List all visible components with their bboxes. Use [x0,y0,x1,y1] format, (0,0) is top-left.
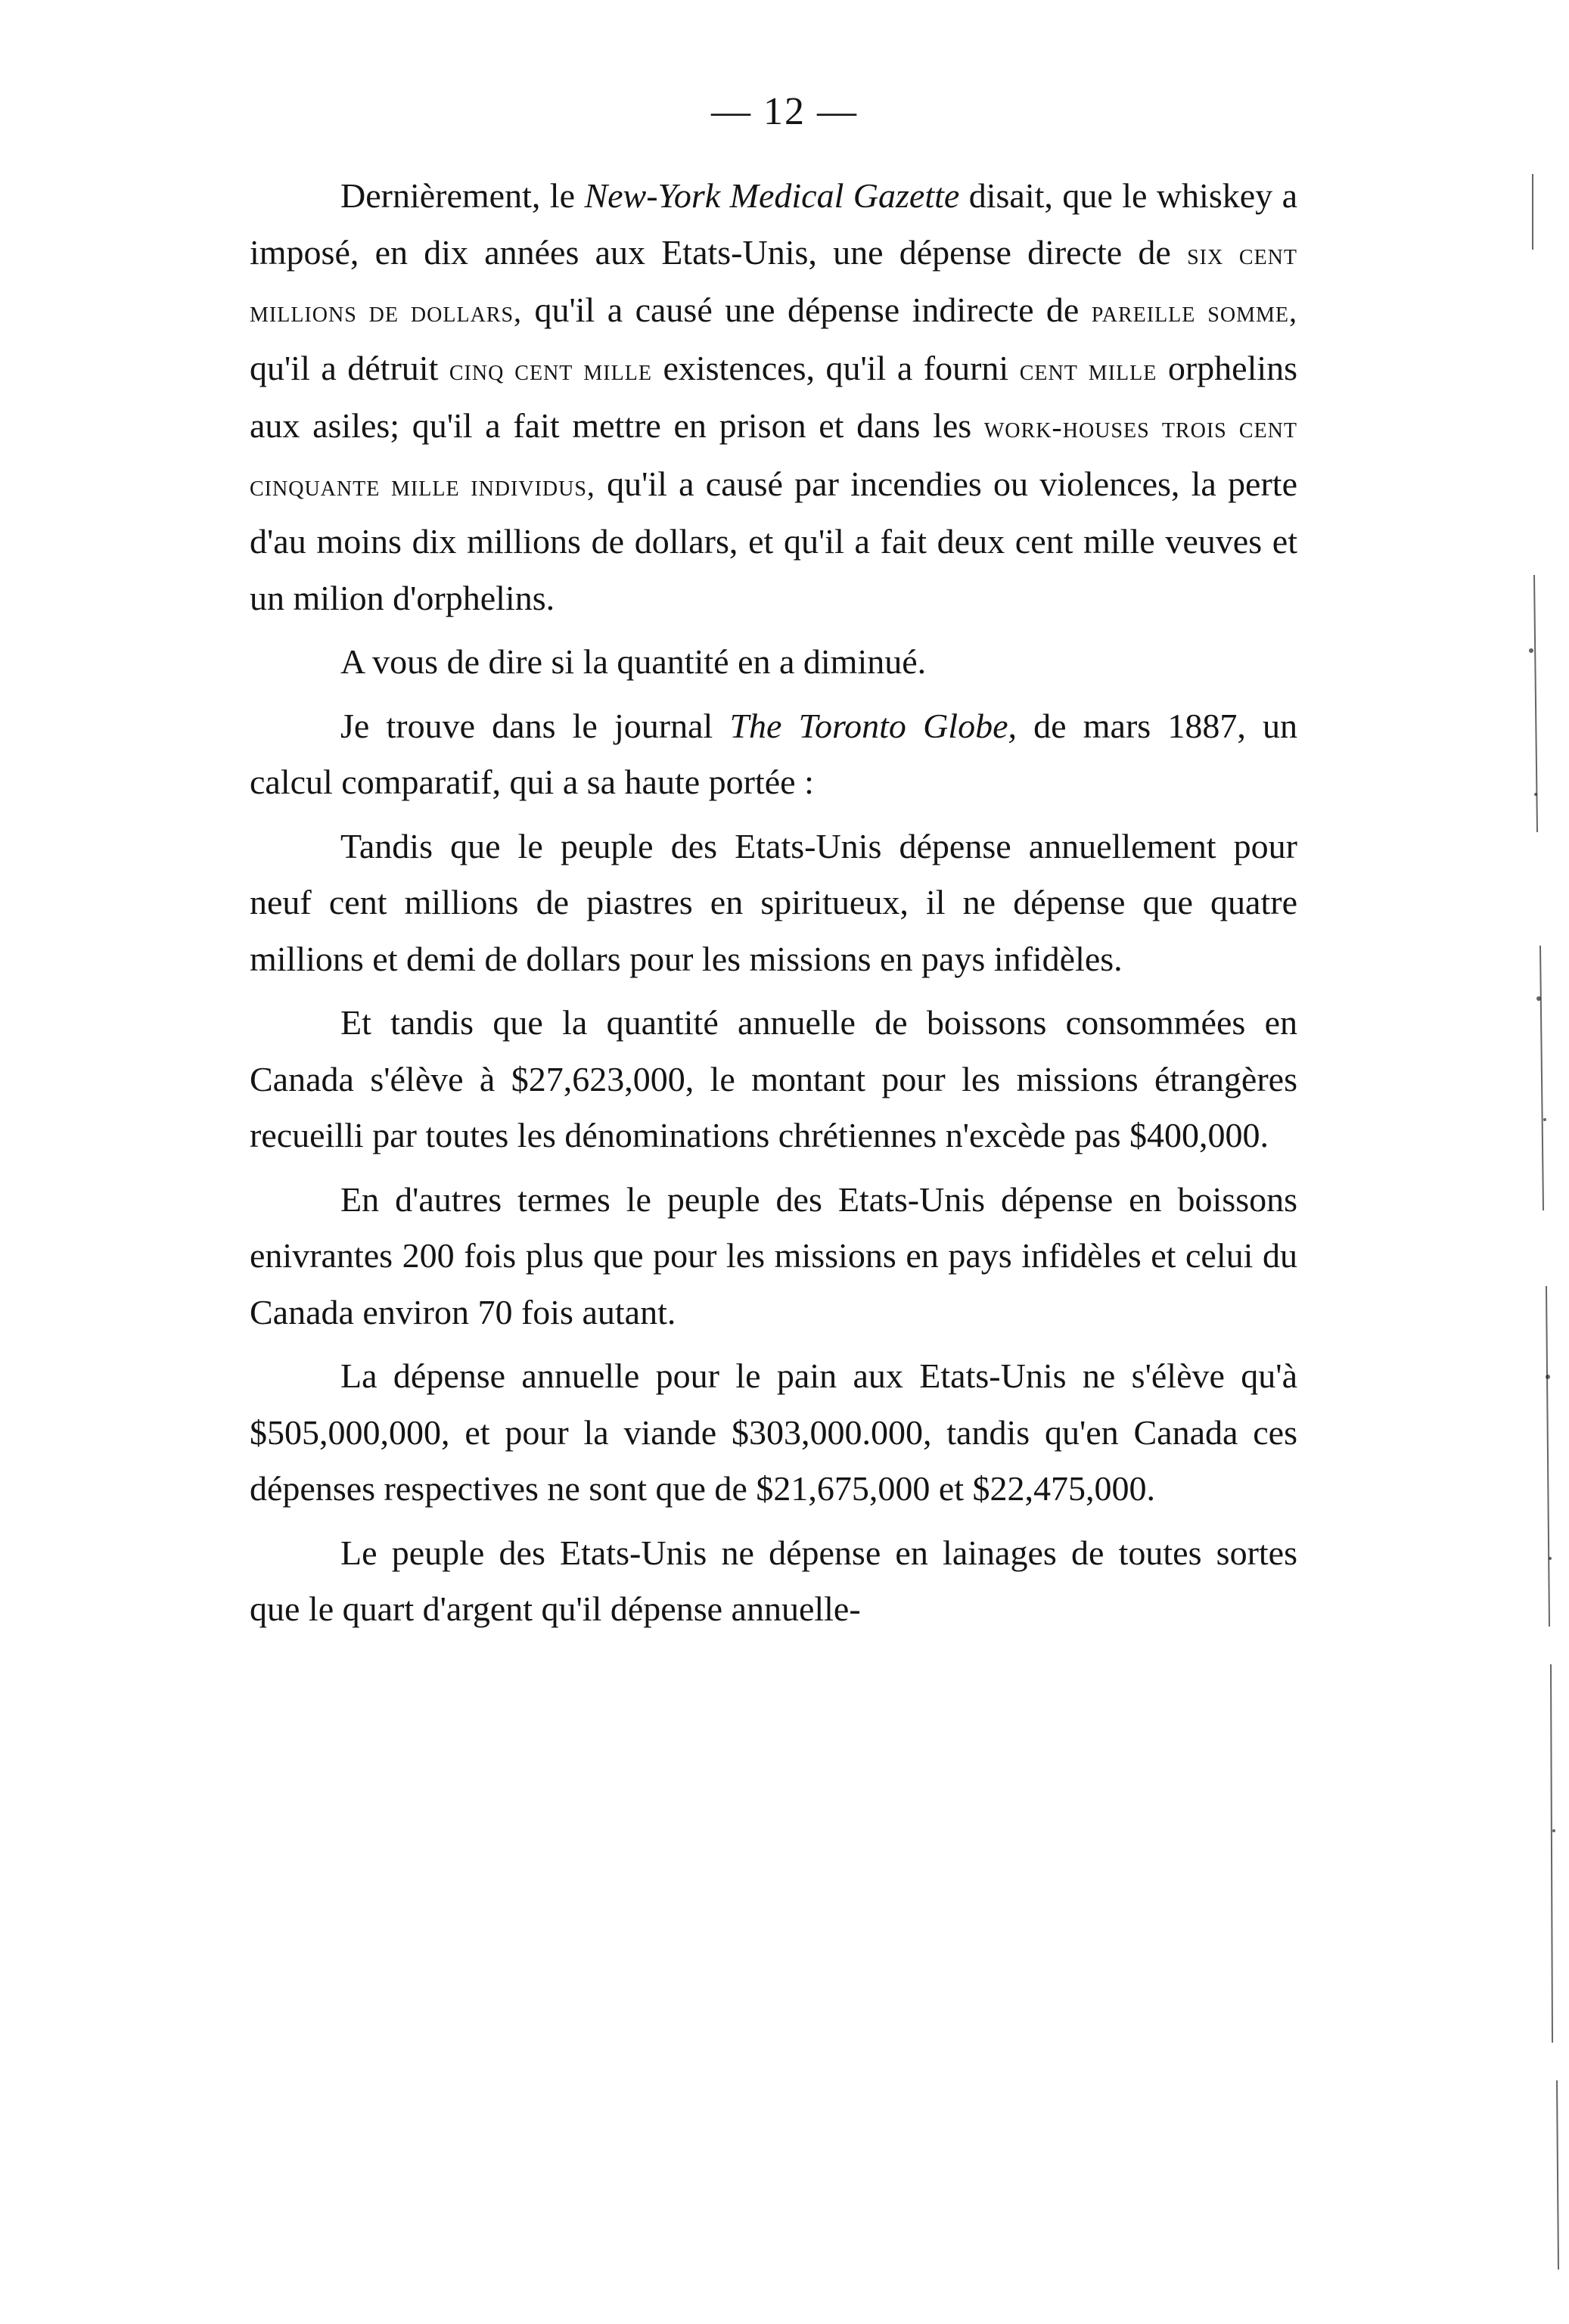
publication-title: The Toronto Globe, [729,706,1018,745]
emphasis-smallcaps: cinq cent mille [449,352,652,387]
paragraph-diminue: A vous de dire si la quantité en a diminué. [340,642,927,681]
paragraph-toronto-globe [250,698,1297,811]
text-run: qu'il a causé par incendies ou violences, la perte d'au moins dix millions de dollars, et qu'il a fait deux cent mille veuves et un milion d'orphelins. [250,464,1297,617]
paragraph-medical-gazette [250,168,1297,626]
paragraph-lainages: Le peuple des Etats-Unis ne dépense en lainages de toutes sortes que le quart d'argent qu'il dépense annuelle- [250,1533,1297,1628]
text-run: qu'il a causé une dépense indirecte de [522,290,1092,329]
text-run: qu'il a détruit [250,348,449,387]
text-run: orphelins aux asiles; qu'il a fait mettre en prison et dans les [250,348,1298,445]
publication-title: New-York Medical Gazette [584,176,960,215]
text-run: Dernièrement, le [340,176,585,215]
page-number: — 12 — [711,90,858,133]
paragraph-pain-viande: La dépense annuelle pour le pain aux Etats-Unis ne s'élève qu'à $505,000,000, et pour la viande $303,000.000, tandis qu'en Canada ces dépenses respectives ne sont que de $21,675,000 et $22,475,000. [250,1356,1297,1508]
paragraph-canada-boissons: Et tandis que la quantité annuelle de boissons consommées en Canada s'élève à $27,623,000, le montant pour les missions étrangères recueilli par toutes les dénominations chrétiennes n'excède pas $400,000. [250,1003,1297,1154]
text-run: existences, qu'il a fourni [651,348,1020,387]
paragraph-autres-termes: En d'autres termes le peuple des Etats-Unis dépense en boissons enivrantes 200 fois plus que pour les missions en pays infidèles et celui du Canada environ 70 fois autant. [250,1179,1297,1331]
scan-edge-artifact [1478,0,1569,2324]
emphasis-smallcaps: six cent millions de dollars, [250,236,1297,328]
body-text [250,168,1297,1645]
paragraph-spiritueux: Tandis que le peuple des Etats-Unis dépense annuellement pour neuf cent millions de piastres en spiritueux, il ne dépense que quatre millions et demi de dollars pour les missions en pays infidèles. [250,826,1297,978]
emphasis-smallcaps: work-houses trois cent cinquante mille individus, [250,410,1297,502]
emphasis-smallcaps: pareille somme, [1091,294,1297,328]
emphasis-smallcaps: cent mille [1019,352,1157,387]
text-run: de mars 1887, un calcul comparatif, qui a sa haute portée : [250,706,1297,801]
text-run: disait, que le whiskey a imposé, en dix années aux Etats-Unis, une dépense directe de [250,176,1297,272]
text-run: Je trouve dans le journal [340,706,730,745]
